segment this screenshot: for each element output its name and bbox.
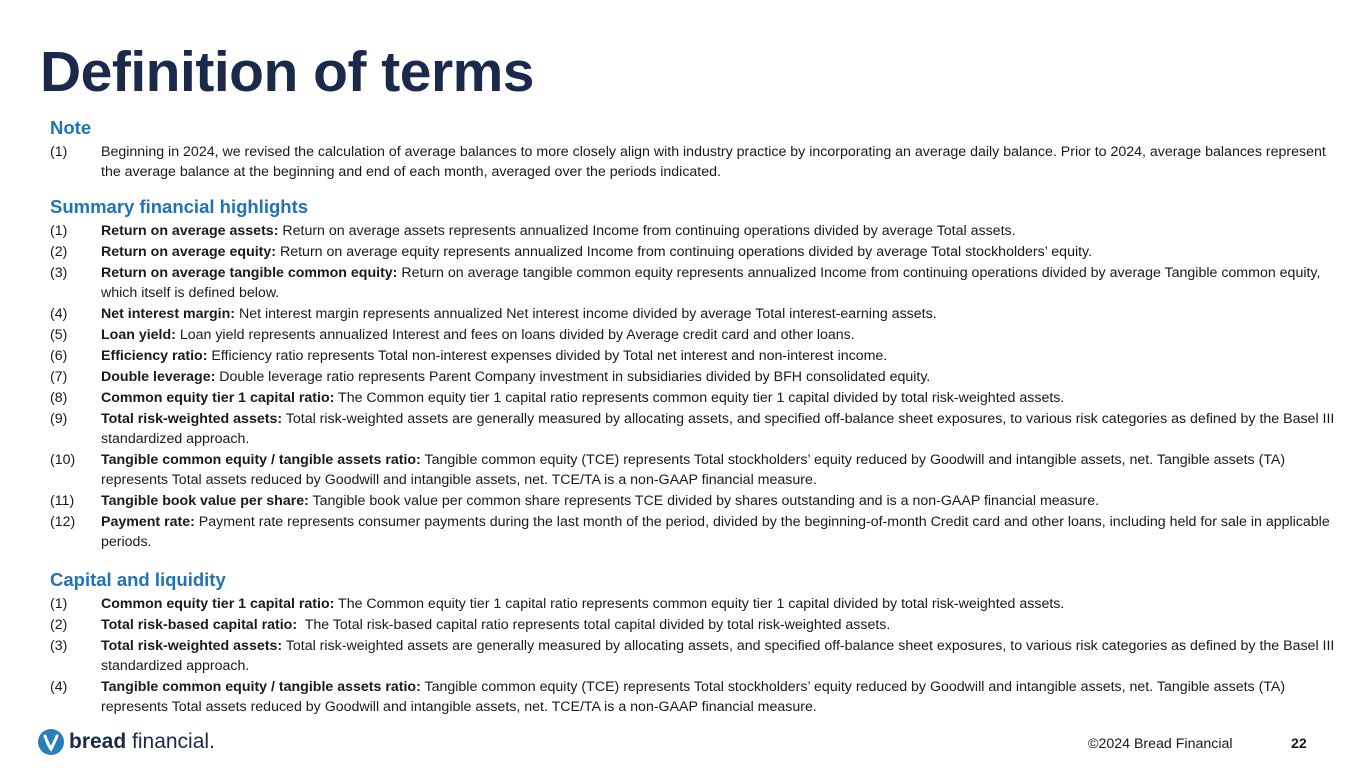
section-heading-summary: Summary financial highlights bbox=[50, 196, 309, 217]
definition-item bbox=[50, 242, 1340, 262]
definition-item bbox=[50, 491, 1340, 511]
section-heading-capital: Capital and liquidity bbox=[50, 569, 226, 590]
item-term: Return on average equity: bbox=[101, 244, 277, 260]
bread-financial-logo bbox=[38, 729, 215, 755]
item-text: The Common equity tier 1 capital ratio represents common equity tier 1 capital divided by total risk-weighted assets. bbox=[334, 390, 1065, 406]
item-term: Efficiency ratio: bbox=[101, 348, 208, 364]
item-term: Tangible common equity / tangible assets ratio: bbox=[101, 452, 421, 468]
definition-item bbox=[50, 263, 1340, 303]
item-text: Tangible book value per common share represents TCE divided by shares outstanding and is a non-GAAP financial measure. bbox=[308, 493, 1100, 509]
definition-item bbox=[50, 450, 1340, 490]
item-term: Loan yield: bbox=[101, 327, 176, 343]
definition-item bbox=[50, 304, 1340, 324]
definitions-content bbox=[50, 117, 1340, 718]
item-term: Net interest margin: bbox=[101, 306, 236, 322]
item-term: Total risk-based capital ratio: bbox=[101, 617, 298, 633]
definition-item bbox=[50, 388, 1340, 408]
definition-item bbox=[50, 409, 1340, 449]
item-text: Net interest margin represents annualized Net interest income divided by average Total interest-earning assets. bbox=[235, 306, 937, 322]
item-number: (2) bbox=[50, 617, 68, 633]
copyright: ©2024 Bread Financial bbox=[1088, 736, 1233, 752]
item-number: (2) bbox=[50, 244, 68, 260]
item-number: (1) bbox=[50, 223, 68, 239]
item-term: Return on average tangible common equity: bbox=[101, 265, 398, 281]
logo-wordmark: bread financial. bbox=[69, 730, 215, 753]
definition-item bbox=[50, 677, 1340, 717]
item-text: Total risk-weighted assets are generally measured by allocating assets, and specified off-balance sheet exposures, to various risk categories as defined by the Basel III standardized approach. bbox=[101, 638, 1339, 674]
item-text: Payment rate represents consumer payments during the last month of the period, divided by the beginning-of-month Credit card and other loans, including held for sale in applicable periods. bbox=[101, 514, 1334, 550]
definition-item bbox=[50, 221, 1340, 241]
item-text: Double leverage ratio represents Parent Company investment in subsidiaries divided by BFH consolidated equity. bbox=[215, 369, 931, 385]
item-term: Double leverage: bbox=[101, 369, 216, 385]
item-term: Payment rate: bbox=[101, 514, 195, 530]
item-number: (12) bbox=[50, 514, 76, 530]
item-number: (8) bbox=[50, 390, 68, 406]
note-list bbox=[50, 142, 1340, 182]
definition-item bbox=[50, 325, 1340, 345]
item-text: Return on average tangible common equity represents annualized Income from continuing operations divided by average Tangible common equity, which itself is defined below. bbox=[101, 265, 1325, 301]
definition-item bbox=[50, 512, 1340, 552]
item-text: Return on average equity represents annualized Income from continuing operations divided by average Total stockholders’ equity. bbox=[276, 244, 1093, 260]
definition-item bbox=[50, 636, 1340, 676]
item-term: Return on average assets: bbox=[101, 223, 279, 239]
item-text: Beginning in 2024, we revised the calculation of average balances to more closely align with industry practice by incorporating an average daily balance. Prior to 2024, average balances represent the average balance at the beginning and end of each month, averaged over the periods indicated. bbox=[101, 144, 1330, 180]
section-heading-note: Note bbox=[50, 117, 92, 138]
item-term: Total risk-weighted assets: bbox=[101, 411, 283, 427]
page-title: Definition of terms bbox=[40, 40, 535, 104]
item-term: Tangible book value per share: bbox=[101, 493, 309, 509]
item-number: (5) bbox=[50, 327, 68, 343]
definition-item bbox=[50, 346, 1340, 366]
item-term: Total risk-weighted assets: bbox=[101, 638, 283, 654]
item-number: (7) bbox=[50, 369, 68, 385]
item-number: (3) bbox=[50, 638, 68, 654]
item-number: (4) bbox=[50, 306, 68, 322]
item-number: (3) bbox=[50, 265, 68, 281]
definition-item bbox=[50, 594, 1340, 614]
item-number: (11) bbox=[50, 493, 75, 509]
item-text: Total risk-weighted assets are generally measured by allocating assets, and specified off-balance sheet exposures, to various risk categories as defined by the Basel III standardized approach. bbox=[101, 411, 1339, 447]
item-number: (1) bbox=[50, 596, 68, 612]
item-number: (9) bbox=[50, 411, 68, 427]
item-text: The Common equity tier 1 capital ratio represents common equity tier 1 capital divided by total risk-weighted assets. bbox=[334, 596, 1065, 612]
page-number: 22 bbox=[1291, 736, 1307, 752]
item-text: The Total risk-based capital ratio represents total capital divided by total risk-weighted assets. bbox=[297, 617, 891, 633]
item-text: Loan yield represents annualized Interest and fees on loans divided by Average credit card and other loans. bbox=[175, 327, 855, 343]
item-text: Tangible common equity (TCE) represents Total stockholders’ equity reduced by Goodwill and intangible assets, net. Tangible assets (TA) represents Total assets reduced by Goodwill and intangible assets, net. TCE/TA is a non-GAAP financial measure. bbox=[101, 452, 1290, 488]
item-text: Return on average assets represents annualized Income from continuing operations divided by average Total assets. bbox=[278, 223, 1016, 239]
item-number: (6) bbox=[50, 348, 68, 364]
item-term: Tangible common equity / tangible assets ratio: bbox=[101, 679, 421, 695]
definition-item bbox=[50, 615, 1340, 635]
capital-list bbox=[50, 594, 1340, 717]
summary-list bbox=[50, 221, 1340, 552]
item-number: (4) bbox=[50, 679, 68, 695]
item-number: (1) bbox=[50, 144, 68, 160]
definition-item bbox=[50, 367, 1340, 387]
definition-item bbox=[50, 142, 1340, 182]
bread-financial-logo-icon bbox=[38, 729, 64, 755]
item-number: (10) bbox=[50, 452, 76, 468]
item-term: Common equity tier 1 capital ratio: bbox=[101, 390, 335, 406]
item-text: Efficiency ratio represents Total non-interest expenses divided by Total net interest and non-interest income. bbox=[207, 348, 888, 364]
item-text: Tangible common equity (TCE) represents Total stockholders’ equity reduced by Goodwill and intangible assets, net. Tangible assets (TA) represents Total assets reduced by Goodwill and intangible assets, net. TCE/TA is a non-GAAP financial measure. bbox=[101, 679, 1290, 715]
item-term: Common equity tier 1 capital ratio: bbox=[101, 596, 335, 612]
